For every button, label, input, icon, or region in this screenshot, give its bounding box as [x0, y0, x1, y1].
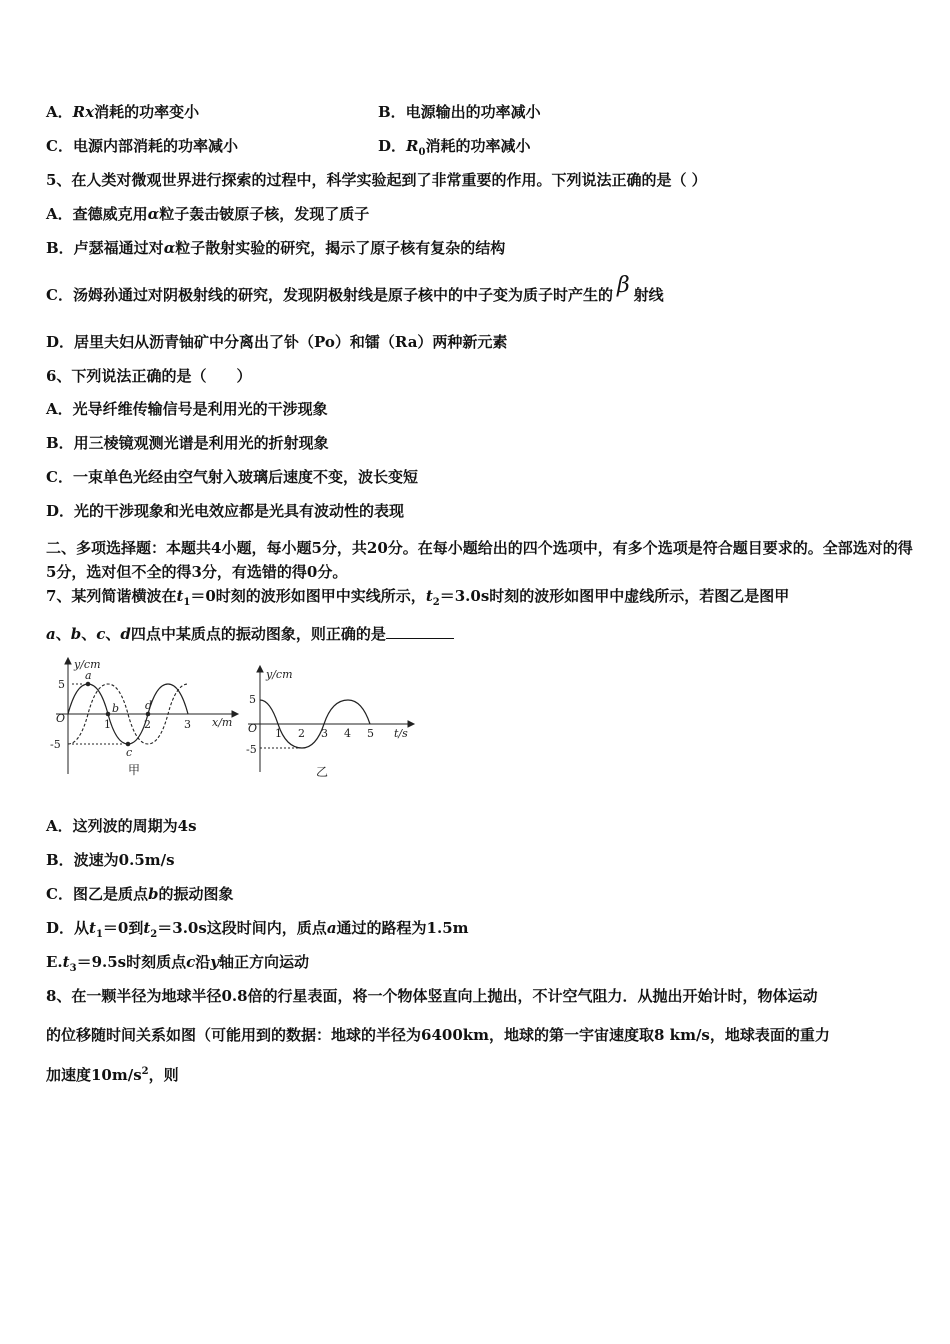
q5-c-p1: C．汤姆孙通过对阴极射线的研究，发现阴极射线是原子核中的中子变为质子时产生的: [46, 286, 613, 304]
q4-d-prefix: D．: [378, 137, 407, 155]
jia-point-d: d: [145, 699, 153, 712]
jia-point-b: b: [112, 702, 120, 715]
q6-option-d: D．光的干涉现象和光电效应都是光具有波动性的表现: [46, 502, 405, 520]
yi-ytick-5: 5: [249, 693, 256, 706]
q5-option-d: D．居里夫妇从沥青铀矿中分离出了钋（Po）和镭（Ra）两种新元素: [46, 333, 508, 351]
q8-line3-b: ，则: [148, 1066, 179, 1084]
answer-blank: [386, 624, 454, 639]
q7-e-t3: t: [62, 953, 70, 971]
q7-stem-text: 四点中某质点的振动图象，则正确的是: [130, 625, 386, 643]
q7-t1-sub: 1: [183, 597, 191, 608]
jia-x-arrow: [232, 711, 238, 717]
q6-stem: 6、下列说法正确的是（ ）: [46, 367, 252, 385]
q7-var-d: d: [120, 625, 131, 643]
yi-ylabel: y/cm: [266, 668, 293, 681]
q5-option-b: [46, 238, 505, 258]
q5-option-c: [46, 273, 664, 305]
jia-xtick-3: 3: [184, 718, 191, 731]
q7-stem-line2: [46, 624, 454, 644]
q5-option-a: [46, 204, 369, 224]
q7-c-p1: C．图乙是质点: [46, 885, 148, 903]
q7-d-p3: ＝3.0s这段时间内，质点: [157, 919, 327, 937]
q6-option-c: C．一束单色光经由空气射入玻璃后速度不变，波长变短: [46, 468, 418, 486]
yi-y-arrow: [257, 666, 263, 672]
yi-ytick-neg5: -5: [246, 743, 257, 756]
q7-stem-c: ＝3.0s时刻的波形如图甲中虚线所示，若图乙是图甲: [439, 587, 790, 605]
q7-e-p3: 沿: [195, 953, 211, 971]
q5-a-greek: α: [147, 205, 160, 223]
section2-heading: 二、多项选择题：本题共4小题，每小题5分，共20分。在每小题给出的四个选项中，有多个选项是符合题目要求的。全部选对的得5分，选对但不全的得3分，有选错的得0分。: [46, 539, 913, 581]
q7-var-b: b: [70, 625, 82, 643]
q4-d-var: R: [406, 137, 419, 155]
yi-xtick-2: 2: [298, 727, 305, 740]
q7-d-s1: 1: [95, 929, 103, 940]
q7-sep-3: 、: [105, 625, 121, 643]
q7-d-p2: ＝0到: [102, 919, 144, 937]
jia-point-d-dot: [146, 712, 151, 717]
q5-b-greek: α: [163, 239, 176, 257]
q4-a-var: Rx: [72, 103, 95, 121]
q7-e-s3: 3: [69, 963, 77, 974]
q7-d-var: a: [326, 919, 337, 937]
q7-t2: t: [425, 587, 433, 605]
q7-option-a: A．这列波的周期为4s: [46, 817, 197, 835]
q6-option-b: B．用三棱镜观测光谱是利用光的折射现象: [46, 434, 329, 452]
q7-var-a: a: [46, 625, 56, 643]
q5-a-p1: A．查德威克用: [46, 205, 148, 223]
jia-point-a: a: [85, 669, 92, 682]
q4-a-prefix: A．: [46, 103, 73, 121]
q8-line1: 8、在一颗半径为地球半径0.8倍的行星表面，将一个物体竖直向上抛出，不计空气阻力．从抛出开始计时，物体运动: [46, 987, 818, 1005]
yi-xtick-4: 4: [344, 727, 351, 740]
jia-point-a-dot: [86, 682, 91, 687]
q7-t2-sub: 2: [432, 597, 440, 608]
jia-point-b-dot: [106, 712, 111, 717]
q7-option-e: [46, 952, 309, 979]
q4-option-a: [46, 102, 199, 122]
q7-stem-line1: [46, 586, 789, 613]
figure-yi: [240, 664, 420, 784]
yi-xtick-1: 1: [275, 727, 282, 740]
yi-caption: 乙: [316, 765, 329, 779]
jia-xtick-1: 1: [104, 718, 111, 731]
jia-y-arrow: [65, 658, 71, 664]
q7-option-d: [46, 918, 469, 945]
q6-option-a: A．光导纤维传输信号是利用光的干涉现象: [46, 400, 328, 418]
jia-point-c: c: [126, 746, 133, 759]
q7-e-var2: y: [210, 953, 219, 971]
q7-d-p4: 通过的路程为1.5m: [336, 919, 469, 937]
q5-c-p2: 射线: [633, 286, 664, 304]
q5-c-greek: β: [616, 273, 630, 298]
q4-option-d: [378, 136, 530, 163]
jia-origin: O: [56, 712, 66, 725]
jia-xlabel: x/m: [212, 716, 233, 729]
jia-ytick-neg5: -5: [50, 738, 61, 751]
q8-line2: 的位移随时间关系如图（可能用到的数据：地球的半径为6400km，地球的第一宇宙速度取8 km/s，地球表面的重力: [46, 1026, 830, 1044]
q7-c-p2: 的振动图象: [158, 885, 234, 903]
q4-option-c: C．电源内部消耗的功率减小: [46, 137, 238, 155]
yi-x-arrow: [408, 721, 414, 727]
q7-c-var: b: [147, 885, 159, 903]
q7-e-var1: c: [186, 953, 196, 971]
q4-option-b: B．电源输出的功率减小: [378, 103, 541, 121]
q7-d-t2: t: [143, 919, 151, 937]
q7-d-s2: 2: [150, 929, 158, 940]
jia-caption: 甲: [128, 763, 141, 777]
q7-e-p1: E.: [46, 953, 63, 971]
q7-option-c: [46, 884, 233, 904]
yi-xtick-5: 5: [367, 727, 374, 740]
q7-sep-2: 、: [81, 625, 97, 643]
figure-jia: [46, 656, 246, 786]
q4-d-sub: 0: [418, 147, 426, 158]
q7-stem-b: ＝0时刻的波形如图甲中实线所示，: [190, 587, 426, 605]
yi-xtick-3: 3: [321, 727, 328, 740]
yi-origin: O: [248, 722, 258, 735]
q8-line3-sup: 2: [141, 1066, 149, 1077]
q7-d-p1: D．从: [46, 919, 90, 937]
q5-a-p2: 粒子轰击铍原子核，发现了质子: [159, 205, 370, 223]
q8-line3-a: 加速度10m/s: [46, 1066, 142, 1084]
q7-option-b: B．波速为0.5m/s: [46, 851, 175, 869]
q5-b-p1: B．卢瑟福通过对: [46, 239, 164, 257]
q8-line3: [46, 1062, 179, 1085]
jia-ylabel: y/cm: [74, 658, 101, 671]
jia-ytick-5: 5: [58, 678, 65, 691]
yi-xlabel: t/s: [394, 727, 408, 740]
q7-d-t1: t: [89, 919, 96, 937]
q4-d-text: 消耗的功率减小: [425, 137, 531, 155]
q7-e-p2: ＝9.5s时刻质点: [76, 953, 187, 971]
q7-e-p4: 轴正方向运动: [218, 953, 309, 971]
q5-b-p2: 粒子散射实验的研究，揭示了原子核有复杂的结构: [175, 239, 506, 257]
q4-a-text: 消耗的功率变小: [94, 103, 200, 121]
q7-sep-1: 、: [55, 625, 71, 643]
q7-t1: t: [176, 587, 184, 605]
q7-var-c: c: [96, 625, 106, 643]
jia-xtick-2: 2: [144, 718, 151, 731]
q7-stem-a: 7、某列简谐横波在: [46, 587, 177, 605]
q5-stem: 5、在人类对微观世界进行探索的过程中，科学实验起到了非常重要的作用。下列说法正确的是（ ）: [46, 171, 707, 189]
